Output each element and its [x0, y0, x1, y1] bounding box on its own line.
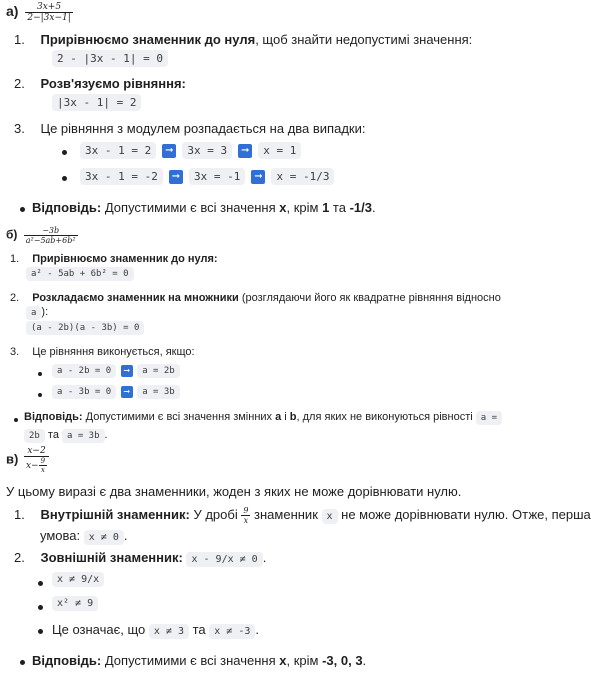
answer-text: Допустимими є всі значення [101, 200, 280, 215]
equation-code: 3x = 3 [182, 142, 232, 159]
step-text: (розглядаючи його як квадратне рівняння відносно [238, 292, 501, 304]
equation-code: |3x - 1| = 2 [52, 94, 141, 111]
step-number: 1. [14, 506, 25, 522]
answer-label: Відповідь: [24, 411, 83, 423]
fraction-denominator: 2−|3x−1| [27, 13, 71, 23]
step-number: 3. [14, 121, 25, 136]
equation-code: a - 2b = 0 [52, 364, 116, 378]
equation-code: a = [476, 411, 502, 425]
bullet [20, 660, 25, 665]
a-answer [32, 200, 376, 215]
answer-text: . [362, 653, 367, 668]
step-text: У дробі [189, 506, 242, 522]
bullet [62, 150, 67, 155]
part-b-label: б) [6, 227, 18, 242]
part-a-label: а) [6, 3, 19, 20]
equation-code: x ≠ 0 [84, 530, 124, 545]
equation-code: x² ≠ 9 [52, 596, 98, 611]
equation-code: a = 3b [62, 429, 105, 443]
bullet [20, 207, 25, 212]
equation-code: 3x - 1 = -2 [80, 168, 163, 185]
right-arrow-icon: ➞ [238, 144, 252, 158]
step-number: 3. [10, 346, 20, 358]
bullet [14, 418, 18, 422]
fraction-denominator: x [40, 466, 45, 474]
equation-code: x ≠ 3 [149, 624, 189, 639]
step-text: Це рівняння виконується, якщо: [32, 346, 195, 358]
step-text: не може дорівнювати нулю. Отже, перша [337, 506, 591, 522]
b-case-1 [52, 365, 180, 377]
fraction-denominator: x [243, 516, 249, 525]
answer-var: a [275, 411, 282, 423]
bullet [38, 372, 42, 376]
step-number: 2. [10, 292, 20, 304]
b-case-2 [52, 386, 180, 398]
part-b-heading [6, 226, 78, 245]
c-answer [32, 653, 366, 668]
bullet [38, 605, 43, 610]
step-title: Зовнішній знаменник: [40, 550, 183, 565]
fraction-denominator [24, 457, 49, 474]
equation-code: 2 - |3x - 1| = 0 [52, 50, 168, 67]
answer-value: 1 [322, 200, 330, 215]
step-title: Прирівнюємо знаменник до нуля [40, 32, 256, 47]
right-arrow-icon: ➞ [162, 144, 176, 158]
step-title: Розв'язуємо рівняння: [40, 76, 186, 91]
fraction-numerator: x−2 [24, 446, 49, 457]
equation-code: 3x - 1 = 2 [80, 142, 156, 159]
answer-var: x [279, 653, 287, 668]
step-text: та [189, 622, 210, 637]
b-step-3 [10, 346, 195, 358]
equation-code: a - 3b = 0 [52, 385, 116, 399]
equation-code: x = -1/3 [271, 168, 334, 185]
answer-text: . [371, 200, 376, 215]
step-text: Це означає, що [52, 622, 149, 637]
answer-text: , крім [286, 200, 323, 215]
bullet [38, 629, 43, 634]
answer-label: Відповідь: [32, 200, 102, 215]
part-b-fraction [24, 226, 78, 245]
a-case-1 [80, 144, 301, 158]
bullet [38, 581, 43, 586]
equation-code: a = 2b [137, 364, 180, 378]
answer-text: , крім [286, 653, 323, 668]
answer-value: -3, 0, 3 [322, 653, 363, 668]
c-step-2 [14, 550, 266, 565]
answer-value: -1/3 [349, 200, 372, 215]
equation-code: x = 1 [258, 142, 301, 159]
fraction-numerator: 9 [243, 506, 249, 515]
answer-text: , для яких не виконуються рівності [296, 411, 476, 423]
a-step-3 [14, 121, 365, 136]
step-title: Розкладаємо знаменник на множники [32, 292, 239, 304]
equation-code: 3x = -1 [189, 168, 245, 185]
step-text: Це рівняння з модулем розпадається на два випадки: [40, 121, 366, 136]
step-number: 2. [14, 550, 25, 565]
equation-code: x [322, 509, 338, 524]
answer-var: x [279, 200, 287, 215]
a-step-2 [14, 76, 186, 91]
step-number: 1. [14, 32, 25, 47]
part-c-heading [6, 446, 49, 474]
equation-code: (a - 2b)(a - 3b) = 0 [26, 321, 144, 335]
step-text: умова: [40, 528, 84, 543]
answer-text: і [281, 411, 290, 423]
part-c-fraction [24, 446, 49, 474]
equation-code: 2b [24, 429, 45, 443]
b-step-2 [10, 292, 501, 304]
answer-text: Допустимими є всі значення [101, 653, 280, 668]
answer-text: Допустимими є всі значення змінних [82, 411, 276, 423]
b-step-1 [10, 253, 218, 265]
answer-var: b [289, 411, 297, 423]
bullet [62, 176, 67, 181]
part-c-label: в) [6, 451, 19, 467]
bullet [38, 393, 42, 397]
c-sub-3 [52, 622, 259, 637]
step-number: 1. [10, 253, 20, 265]
fraction-numerator: −3b [24, 226, 78, 236]
right-arrow-icon: ➞ [251, 170, 265, 184]
fraction-numerator: 3x+5 [25, 2, 72, 13]
a-step-1 [14, 32, 472, 47]
answer-label: Відповідь: [32, 653, 102, 668]
right-arrow-icon: ➞ [169, 170, 183, 184]
part-a-heading [6, 2, 73, 23]
a-case-2 [80, 170, 334, 184]
answer-text: . [104, 429, 108, 441]
step-text: . [255, 622, 260, 637]
equation-code: x ≠ 9/x [52, 572, 104, 587]
step-text: ): [41, 306, 49, 318]
equation-code: a [26, 306, 41, 320]
right-arrow-icon: ➞ [121, 386, 133, 398]
step-text: , щоб знайти недопустимі значення: [255, 32, 473, 47]
denominator-text: x− [25, 461, 39, 471]
step-text: знаменник [250, 506, 322, 522]
answer-text: та [44, 429, 62, 441]
inner-fraction [39, 457, 47, 474]
c-intro: У цьому виразі є два знаменники, жоден з яких не може дорівнювати нулю. [6, 484, 462, 499]
b-answer [24, 411, 502, 423]
step-title: Прирівнюємо знаменник до нуля: [32, 253, 218, 265]
equation-code: a² - 5ab + 6b² = 0 [26, 267, 134, 281]
step-title: Внутрішній знаменник: [40, 506, 190, 522]
fraction-numerator: 9 [40, 457, 46, 465]
c-step-1 [14, 506, 591, 525]
fraction-denominator: a²−5ab+6b² [25, 236, 76, 245]
step-text: . [262, 550, 267, 565]
step-number: 2. [14, 76, 25, 91]
part-a-fraction [25, 2, 72, 23]
equation-code: x ≠ -3 [209, 624, 255, 639]
answer-text: та [329, 200, 350, 215]
equation-code: x - 9/x ≠ 0 [186, 552, 262, 567]
right-arrow-icon: ➞ [121, 365, 133, 377]
equation-code: a = 3b [137, 385, 180, 399]
step-text: . [123, 528, 128, 543]
